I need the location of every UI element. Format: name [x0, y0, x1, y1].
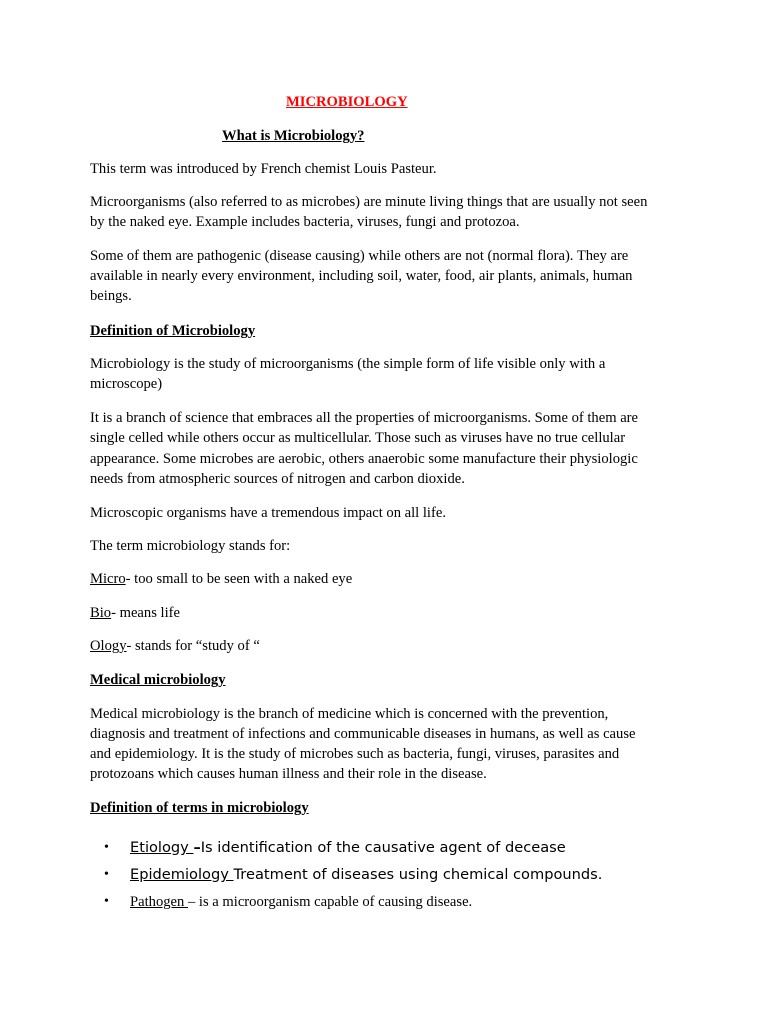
- intro-paragraph-3-line-2: available in nearly every environment, including soil, water, food, air plants, animals, human: [90, 268, 633, 284]
- list-item-separator: –: [193, 839, 201, 856]
- term-bio-desc: - means life: [111, 605, 180, 621]
- medical-paragraph-line-2: diagnosis and treatment of infections and communicable diseases in humans, as well as cause: [90, 726, 636, 742]
- definition-paragraph-2-line-3: appearance. Some microbes are aerobic, others anaerobic some manufacture their physiologic: [90, 451, 638, 467]
- list-item-epidemiology: [130, 865, 602, 885]
- list-item-term: Etiology: [130, 839, 194, 856]
- term-bio: Bio: [90, 605, 112, 621]
- term-line-ology: [90, 636, 260, 656]
- term-micro-desc: - too small to be seen with a naked eye: [125, 571, 353, 587]
- bullet-icon: •: [104, 840, 109, 855]
- definition-paragraph-2-line-2: single celled while others occur as multicellular. Those such as viruses have no true cellular: [90, 430, 626, 446]
- intro-paragraph-1: This term was introduced by French chemist Louis Pasteur.: [90, 161, 437, 177]
- page-title: MICROBIOLOGY: [286, 94, 408, 110]
- bullet-icon: •: [104, 894, 109, 909]
- list-item-desc: Is identification of the causative agent of decease: [200, 839, 566, 856]
- term-ology: Ology: [90, 638, 127, 654]
- term-line-bio: [90, 603, 180, 623]
- intro-paragraph-3-line-1: Some of them are pathogenic (disease causing) while others are not (normal flora). They are: [90, 248, 629, 264]
- list-item-etiology: [130, 838, 566, 858]
- intro-paragraph-2-line-1: Microorganisms (also referred to as microbes) are minute living things that are usually not seen: [90, 194, 648, 210]
- section-heading-definition: Definition of Microbiology: [90, 323, 256, 339]
- intro-paragraph-3-line-3: beings.: [90, 288, 132, 304]
- term-ology-desc: - stands for “study of “: [126, 638, 260, 654]
- bullet-icon: •: [104, 867, 109, 882]
- term-micro: Micro: [90, 571, 126, 587]
- medical-paragraph-line-1: Medical microbiology is the branch of medicine which is concerned with the prevention,: [90, 706, 609, 722]
- list-item-desc: – is a microorganism capable of causing disease.: [187, 894, 473, 910]
- definition-paragraph-3: Microscopic organisms have a tremendous impact on all life.: [90, 505, 446, 521]
- definition-paragraph-2-line-4: needs from atmospheric sources of nitrogen and carbon dioxide.: [90, 471, 465, 487]
- section-heading-what-is: What is Microbiology?: [222, 128, 365, 144]
- list-item-desc: Treatment of diseases using chemical compounds.: [233, 866, 603, 883]
- section-heading-medical: Medical microbiology: [90, 672, 226, 688]
- intro-paragraph-2-line-2: by the naked eye. Example includes bacteria, viruses, fungi and protozoa.: [90, 214, 520, 230]
- medical-paragraph-line-4: protozoans which causes human illness and their role in the disease.: [90, 766, 487, 782]
- definition-paragraph-1-line-1: Microbiology is the study of microorganisms (the simple form of life visible only with a: [90, 356, 606, 372]
- definition-paragraph-4: The term microbiology stands for:: [90, 538, 291, 554]
- list-item-term: Epidemiology: [130, 866, 234, 883]
- term-line-micro: [90, 569, 352, 589]
- section-heading-terms: Definition of terms in microbiology: [90, 800, 309, 816]
- definition-paragraph-1-line-2: microscope): [90, 376, 163, 392]
- list-item-term: Pathogen: [130, 894, 188, 910]
- definition-paragraph-2-line-1: It is a branch of science that embraces all the properties of microorganisms. Some of them are: [90, 410, 639, 426]
- list-item-pathogen: [130, 892, 472, 912]
- medical-paragraph-line-3: and epidemiology. It is the study of microbes such as bacteria, fungi, viruses, parasites and: [90, 746, 620, 762]
